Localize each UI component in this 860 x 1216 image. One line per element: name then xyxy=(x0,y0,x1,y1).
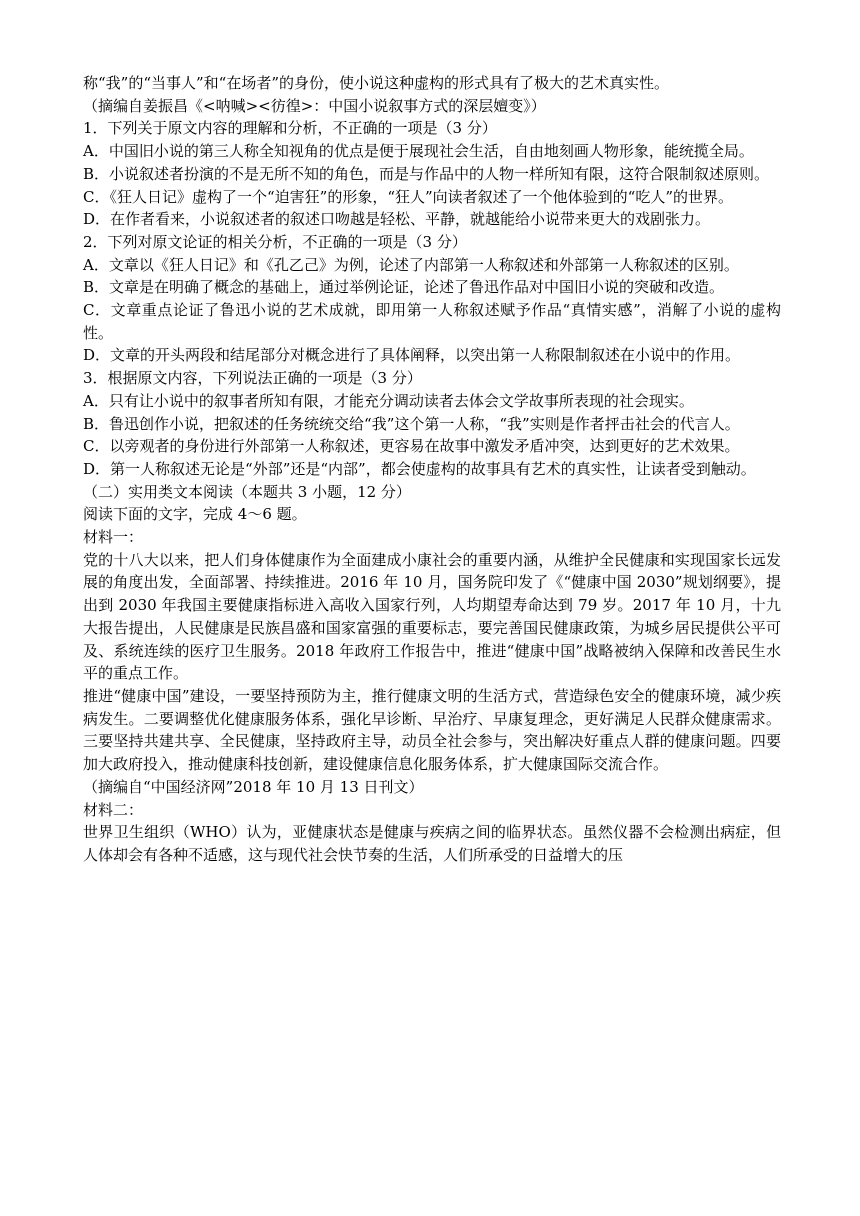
option-b: B．文章是在明确了概念的基础上，通过举例论证，论述了鲁迅作品对中国旧小说的突破和改造。 xyxy=(83,278,725,297)
source-citation-2: （摘编自“中国经济网”2018 年 10 月 13 日刊文） xyxy=(83,777,424,796)
document-page xyxy=(83,72,781,867)
question-3 xyxy=(83,367,781,481)
source-citation-1: （摘编自姜振昌《<呐喊><彷徨>：中国小说叙事方式的深层嬗变》） xyxy=(83,96,546,115)
material1-paragraph: 党的十八大以来，把人们身体健康作为全面建成小康社会的重要内涵，从维护全民健康和实现国家长远发展的角度出发，全面部署、持续推进。2016 年 10 月，国务院印发了《“健康中国 2030”规划纲要》，提出到 2030 年我国主要健康指标进入高收入国家行列，人均期望寿命达到 79 岁。2017 年 10 月，十九大报告提出，人民健康是民族昌盛和国家富强的重要标志，要完善国民健康政策，为城乡居民提供公平可及、系统连续的医疗卫生服务。2018 年政府工作报告中，推进“健康中国”战略被纳入保障和改善民生水平的重点工作。 xyxy=(83,550,781,683)
material2-paragraph: 世界卫生组织（WHO）认为，亚健康状态是健康与疾病之间的临界状态。虽然仪器不会检测出病症，但人体却会有各种不适感，这与现代社会快节奏的生活，人们所承受的日益增大的压 xyxy=(83,823,781,864)
question-stem: 2．下列对原文论证的相关分析，不正确的一项是（3 分） xyxy=(83,232,467,251)
option-a: A．文章以《狂人日记》和《孔乙己》为例，论述了内部第一人称叙述和外部第一人称叙述的区别。 xyxy=(83,255,739,274)
question-2 xyxy=(83,231,781,367)
section-instruction: 阅读下面的文字，完成 4～6 题。 xyxy=(83,505,307,524)
option-c: C．以旁观者的身份进行外部第一人称叙述，更容易在故事中激发矛盾冲突，达到更好的艺术效果。 xyxy=(83,437,740,456)
option-a: A．只有让小说中的叙事者所知有限，才能充分调动读者去体会文学故事所表现的社会现实。 xyxy=(83,391,694,410)
option-c: C．《狂人日记》虚构了一个“迫害狂”的形象，“狂人”向读者叙述了一个他体验到的“吃人”的世界。 xyxy=(83,187,733,206)
section-heading: （二）实用类文本阅读（本题共 3 小题，12 分） xyxy=(83,482,411,501)
question-stem: 3．根据原文内容，下列说法正确的一项是（3 分） xyxy=(83,369,422,388)
passage1-tail: 称“我”的“当事人”和“在场者”的身份，使小说这种虚构的形式具有了极大的艺术真实性。 xyxy=(83,74,670,92)
material1-paragraph: 推进“健康中国”建设，一要坚持预防为主，推行健康文明的生活方式，营造绿色安全的健康环境，减少疾病发生。二要调整优化健康服务体系，强化早诊断、早治疗、早康复理念，更好满足人民群众健康需求。三要坚持共建共享、全民健康，坚持政府主导，动员全社会参与，突出解决好重点人群的健康问题。四要加大政府投入，推动健康科技创新，建设健康信息化服务体系，扩大健康国际交流合作。 xyxy=(83,686,781,774)
material2-label: 材料二： xyxy=(83,800,144,819)
question-stem: 1．下列关于原文内容的理解和分析，不正确的一项是（3 分） xyxy=(83,119,497,138)
material1-label: 材料一： xyxy=(83,528,144,547)
option-a: A．中国旧小说的第三人称全知视角的优点是便于展现社会生活，自由地刻画人物形象，能统揽全局。 xyxy=(83,142,754,161)
option-d: D．第一人称叙述无论是“外部”还是“内部”，都会使虚构的故事具有艺术的真实性，让读者受到触动。 xyxy=(83,459,756,478)
option-d: D．在作者看来，小说叙述者的叙述口吻越是轻松、平静，就越能给小说带来更大的戏剧张力。 xyxy=(83,210,711,229)
option-d: D．文章的开头两段和结尾部分对概念进行了具体阐释，以突出第一人称限制叙述在小说中的作用。 xyxy=(83,346,741,365)
option-b: B．鲁迅创作小说，把叙述的任务统统交给“我”这个第一人称，“我”实则是作者抨击社会的代言人。 xyxy=(83,414,740,433)
question-1 xyxy=(83,117,781,231)
option-b: B．小说叙述者扮演的不是无所不知的角色，而是与作品中的人物一样所知有限，这符合限制叙述原则。 xyxy=(83,164,770,183)
option-c: C．文章重点论证了鲁迅小说的艺术成就，即用第一人称叙述赋予作品“真情实感”，消解了小说的虚构性。 xyxy=(83,301,781,342)
